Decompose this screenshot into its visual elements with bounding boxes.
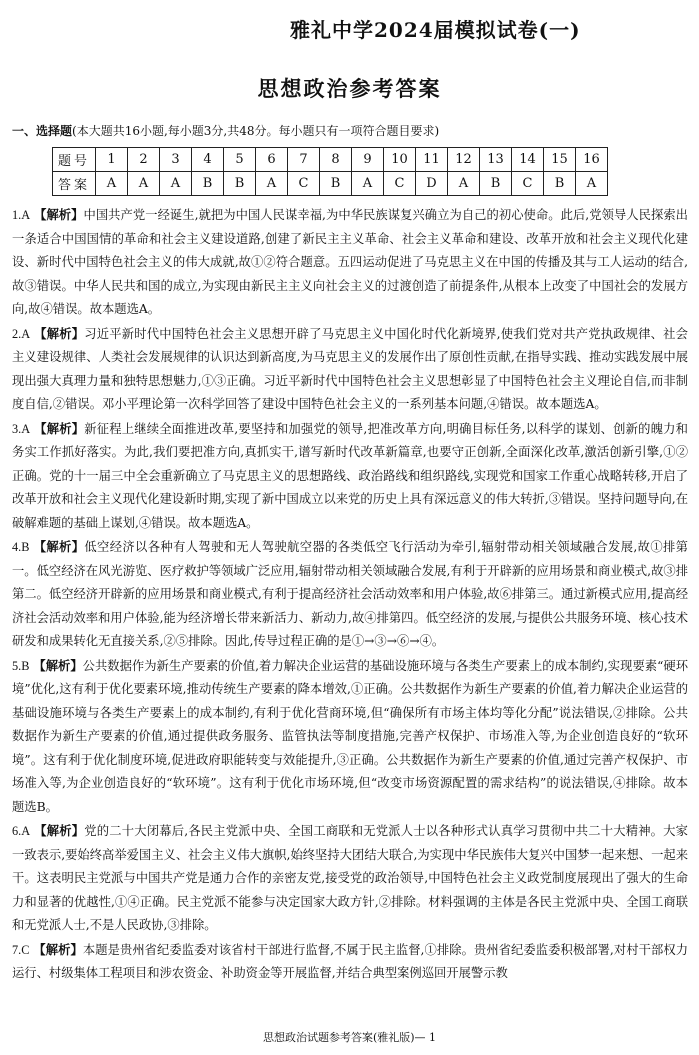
row-header-answer: 答案 [53,172,96,196]
analysis-item-6 [12,819,688,938]
answer-cell: C [384,172,416,196]
answer-row [53,172,608,196]
analysis-item-1 [12,203,688,322]
analysis-text: 党的二十大闭幕后,各民主党派中央、全国工商联和无党派人士以各种形式认真学习贯彻中共二十大精神。大家一致表示,要始终高举爱国主义、社会主义伟大旗帜,始终坚持大团结大联合,为实现中华民族伟大复兴中国梦一起来想、一起来干。这表明民主党派与中国共产党是通力合作的亲密友党,接受党的政治领导,中国特色社会主义政党制度展现出了强大的生命力和显著的优越性,①④正确。民主党派不能参与决定国家大政方针,②排除。材料强调的主体是各民主党派中央、全国工商联和无党派人士,不是人民政协,③排除。 [12,824,688,932]
question-number-cell: 15 [544,148,576,172]
analysis-number: 1. [12,208,22,222]
question-number-cell: 3 [160,148,192,172]
answer-cell: A [128,172,160,196]
page-footer: 思想政治试题参考答案(雅礼版)— 1 [262,1031,437,1044]
answer-cell: C [288,172,320,196]
question-number-cell: 13 [480,148,512,172]
answer-cell: A [160,172,192,196]
analysis-tag: 【解析】 [34,823,85,838]
analysis-item-7 [12,938,688,986]
answer-cell: D [416,172,448,196]
analysis-tag: 【解析】 [33,539,85,554]
section-heading-label: 一、选择题 [12,124,73,138]
analysis-answer: A [21,824,31,838]
question-number-cell: 4 [192,148,224,172]
section-heading-description: (本大题共16小题,每小题3分,共48分。每小题只有一项符合题目要求) [72,124,440,138]
question-number-cell: 11 [416,148,448,172]
analysis-answer: A [21,326,31,341]
analysis-item-4 [12,535,688,654]
question-number-cell: 1 [96,148,128,172]
answer-table [52,147,608,196]
analysis-tag: 【解析】 [33,941,83,957]
question-number-row [53,148,608,172]
analysis-number: 2. [12,326,22,341]
analysis-list [12,203,688,986]
analysis-number: 7. [12,942,22,957]
analysis-number: 4. [12,540,22,554]
section-heading [12,122,692,139]
answer-cell: A [576,172,608,196]
analysis-text: 低空经济以各种有人驾驶和无人驾驶航空器的各类低空飞行活动为牵引,辐射带动相关领域融合发展,故①排第一。低空经济在风光游览、医疗救护等领域广泛应用,辐射带动相关领域融合发展,有利于开辟新的应用场景和商业模式,故③排第二。低空经济开辟新的应用场景和商业模式,有利于提高经济社会活动效率和用户体验,故⑥排第三。通过新模式应用,提高经济社会活动效率和用户体验,能为经济增长带来新活力、新动力,故④排第四。低空经济的发展,与提供公共服务环境、核心技术研发和成果转化无直接关系,②⑤排除。因此,传导过程正确的是①→③→⑥→④。 [12,540,688,648]
answer-cell: B [544,172,576,196]
answer-cell: B [320,172,352,196]
answer-cell: C [512,172,544,196]
question-number-cell: 14 [512,148,544,172]
answer-cell: B [192,172,224,196]
answer-cell: A [96,172,128,196]
analysis-answer: C [21,942,30,957]
analysis-text: 习近平新时代中国特色社会主义思想开辟了马克思主义中国化时代化新境界,使我们党对共产党执政规律、社会主义建设规律、人类社会发展规律的认识达到新高度,为马克思主义的发展作出了原创性贡献,在指导实践、推动实践发展中展现出强大真理力量和独特思想魅力,①③正确。习近平新时代中国特色社会主义思想彰显了中国特色社会主义理论自信,而非制度自信,②错误。邓小平理论第一次科学回答了建设中国特色社会主义的一系列基本问题,④错误。故本题选A。 [12,326,688,411]
question-number-cell: 5 [224,148,256,172]
analysis-tag: 【解析】 [34,420,85,436]
question-number-cell: 10 [384,148,416,172]
question-number-cell: 7 [288,148,320,172]
answer-cell: B [224,172,256,196]
analysis-text: 新征程上继续全面推进改革,要坚持和加强党的领导,把准改革方向,明确目标任务,以科学的谋划、创新的魄力和务实工作抓好落实。为此,我们要把准方向,真抓实干,谱写新时代改革新篇章,也要守正创新,全面深化改革,激活创新引擎,①②正确。党的十一届三中全会重新确立了马克思主义的思想路线、政治路线和组织路线,实现党和国家工作重心战略转移,开启了改革开放和社会主义现代化建设新时期,实现了新中国成立以来党的历史上具有深远意义的伟大转折,③错误。坚持问题导向,在破解难题的基础上谋划,④错误。故本题选A。 [12,421,688,530]
analysis-answer: B [21,658,30,673]
analysis-tag: 【解析】 [33,657,83,673]
analysis-answer: A [21,421,31,436]
analysis-text: 公共数据作为新生产要素的价值,着力解决企业运营的基础设施环境与各类生产要素上的成本制约,实现要素“硬环境”优化,这有利于优化要素环境,推动传统生产要素的降本增效,①正确。公共数据作为新生产要素的价值,着力解决企业运营的基础设施环境与各类生产要素上的成本制约,有利于优化营商环境,但“确保所有市场主体均等化分配”说法错误,②排除。公共数据作为新生产要素的价值,通过提供政务服务、监管执法等制度措施,完善产权保护、市场准入等,为企业创造良好的“软环境”。这有利于优化制度环境,促进政府职能转变与效能提升,③正确。公共数据作为新生产要素的价值,通过完善产权保护、市场准入等,为企业创造良好的“软环境”。这有利于优化市场环境,但“改变市场资源配置的需求结构”的说法错误,④排除。故本题选B。 [12,658,688,814]
question-number-cell: 8 [320,148,352,172]
analysis-number: 3. [12,421,22,436]
analysis-number: 5. [12,658,22,673]
exam-header-title: 雅礼中学2024届模拟试卷(一) [290,18,581,42]
question-number-cell: 2 [128,148,160,172]
analysis-number: 6. [12,824,22,838]
question-number-cell: 12 [448,148,480,172]
question-number-cell: 6 [256,148,288,172]
answer-cell: A [352,172,384,196]
answer-cell: A [448,172,480,196]
analysis-tag: 【解析】 [34,207,84,222]
question-number-cell: 9 [352,148,384,172]
answer-cell: B [480,172,512,196]
analysis-item-5 [12,654,688,820]
analysis-text: 本题是贵州省纪委监委对该省村干部进行监督,不属于民主监督,①排除。贵州省纪委监委积极部署,对村干部权力运行、村级集体工程项目和涉农资金、补助资金等开展监督,并结合典型案例巡回开展警示教 [12,942,688,980]
analysis-tag: 【解析】 [34,325,85,341]
analysis-text: 中国共产党一经诞生,就把为中国人民谋幸福,为中华民族谋复兴确立为自己的初心使命。此后,党领导人民探索出一条适合中国国情的革命和社会主义建设道路,创建了新民主主义革命、社会主义革命和建设、改革开放和社会主义现代化建设、新时代中国特色社会主义的伟大成就,故①②符合题意。五四运动促进了马克思主义在中国的传播及其与工人运动的结合,故③错误。中华人民共和国的成立,为实现由新民主主义向社会主义的过渡创造了前提条件,从根本上改变了中国社会的发展方向,故④错误。故本题选A。 [12,208,688,316]
question-number-cell: 16 [576,148,608,172]
row-header-question-number: 题号 [53,148,96,172]
analysis-answer: B [21,540,30,554]
analysis-item-2 [12,322,688,417]
analysis-answer: A [21,208,31,222]
analysis-item-3 [12,417,688,536]
page-title: 思想政治参考答案 [257,76,442,101]
answer-cell: A [256,172,288,196]
